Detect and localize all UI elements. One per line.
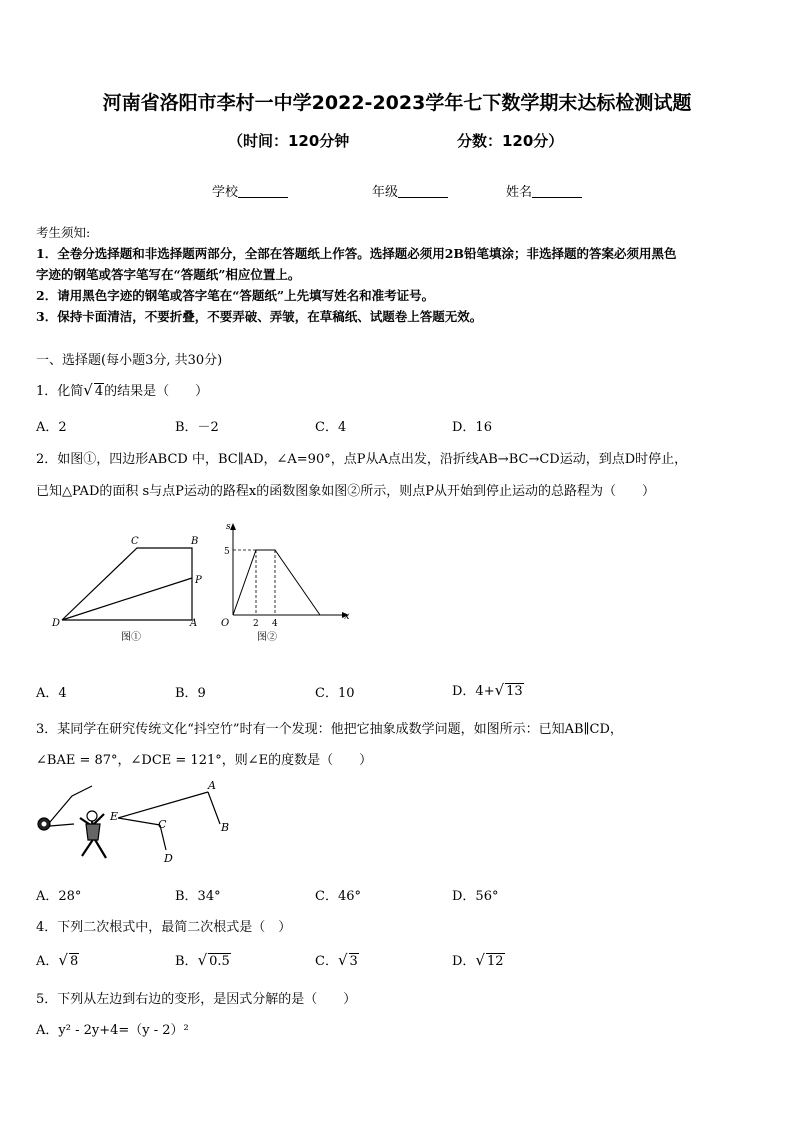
question-2-line-2: 已知△PAD的面积 s与点P运动的路程x的函数图象如图②所示，则点P从开始到停止运动的总路程为（ ） [36, 484, 655, 499]
exam-time: （时间：120分钟 [228, 132, 350, 150]
q1-option-b: B．－2 [175, 420, 219, 435]
q4-option-b-radicand: 0.5 [209, 954, 230, 969]
q4-option-d-label: D． [452, 954, 476, 969]
q1-option-c: C．4 [315, 420, 347, 435]
q1-option-d: D．16 [452, 420, 492, 435]
diabolo-player-figure [38, 786, 106, 858]
q1-option-a: A．2 [36, 420, 67, 435]
figure-2-graph [216, 520, 356, 645]
name-blank [532, 185, 582, 198]
school-field [212, 181, 288, 200]
question-1 [36, 380, 208, 399]
q4-option-c-radicand: 3 [349, 954, 358, 969]
exam-score: 分数：120分） [457, 132, 564, 150]
name-field [506, 181, 582, 200]
exam-title: 河南省洛阳市李村一中学2022-2023学年七下数学期末达标检测试题 [102, 92, 692, 114]
school-label: 学校 [212, 185, 239, 200]
q2-option-d-prefix: D．4+ [452, 684, 495, 699]
fig3-label-d: D [164, 852, 173, 865]
q4-option-c [315, 950, 359, 969]
sqrt-sign: √ [337, 951, 348, 969]
q4-option-b [175, 950, 231, 969]
q2-option-d [452, 680, 524, 699]
q3-option-c: C．46° [315, 889, 361, 904]
fig1-label-b: B [191, 536, 199, 547]
section-heading: 一、选择题(每小题3分, 共30分) [36, 353, 223, 368]
sqrt-sign: √ [475, 951, 485, 969]
q3-option-b: B．34° [175, 889, 221, 904]
question-3-line-1: 3．某同学在研究传统文化“抖空竹”时有一个发现：他把它抽象成数学问题，如图所示：已知AB∥CD， [36, 722, 623, 737]
fig1-label-p: P [195, 575, 202, 586]
fig2-label-2: 2 [253, 619, 259, 629]
fig2-caption: 图② [257, 632, 277, 643]
q4-option-d [452, 950, 505, 969]
fig1-label-c: C [131, 536, 139, 547]
sqrt-sign: √ [58, 951, 68, 969]
q4-option-a [36, 950, 79, 969]
fig2-label-o: O [221, 618, 230, 629]
q3-option-a: A．28° [36, 889, 82, 904]
q2-option-a: A．4 [36, 686, 67, 701]
q2-option-b: B．9 [175, 686, 206, 701]
notice-line-2: 2．请用黑色字迹的钢笔或答字笔在“答题纸”上先填写姓名和准考证号。 [36, 288, 435, 303]
school-blank [238, 185, 288, 198]
grade-blank [398, 185, 448, 198]
question-3-line-2: ∠BAE = 87°，∠DCE = 121°，则∠E的度数是（ ） [36, 753, 373, 768]
question-5: 5．下列从左边到右边的变形，是因式分解的是（ ） [36, 992, 357, 1007]
fig3-label-b: B [221, 821, 230, 834]
fig1-label-a: A [190, 618, 198, 629]
sqrt-sign: √ [197, 951, 208, 969]
sqrt-sign: √ [494, 681, 505, 699]
fig2-label-s: s [226, 522, 231, 532]
fig2-label-x: x [344, 611, 350, 622]
q3-option-d: D．56° [452, 889, 499, 904]
q4-option-c-label: C． [315, 954, 338, 969]
fig3-label-a: A [208, 779, 216, 792]
notice-line-1: 1．全卷分选择题和非选择题两部分，全部在答题纸上作答。选择题必须用2B铅笔填涂；非选择题的答案必须用黑色 [36, 246, 677, 261]
sqrt-sign: √ [83, 381, 93, 399]
fig2-label-5: 5 [224, 547, 230, 557]
q1-suffix: 的结果是（ ） [104, 384, 209, 399]
q1-prefix: 1．化简 [36, 384, 84, 399]
grade-field [372, 181, 448, 200]
notice-line-1b: 字迹的钢笔或答字笔写在“答题纸”相应位置上。 [36, 267, 301, 282]
fig3-label-c: C [158, 818, 167, 831]
grade-label: 年级 [372, 185, 399, 200]
notice-line-3: 3．保持卡面清洁，不要折叠，不要弄破、弄皱，在草稿纸、试题卷上答题无效。 [36, 309, 483, 324]
figure-3-diddle [34, 776, 244, 871]
fig1-caption: 图① [121, 632, 141, 643]
q2-option-d-radicand: 13 [506, 684, 523, 699]
fig1-label-d: D [52, 618, 61, 629]
q4-option-b-label: B． [175, 954, 198, 969]
question-2-line-1: 2．如图①，四边形ABCD 中，BC∥AD，∠A=90°，点P从A点出发，沿折线AB→BC→CD运动，到点D时停止， [36, 452, 688, 467]
fig2-label-4: 4 [272, 619, 278, 629]
name-label: 姓名 [506, 185, 533, 200]
q5-option-a: A．y² - 2y+4=（y - 2）² [36, 1023, 189, 1038]
question-4: 4．下列二次根式中，最简二次根式是（ ） [36, 920, 292, 935]
fig3-label-e: E [110, 810, 119, 823]
notice-heading: 考生须知: [36, 225, 91, 240]
figure-1-quadrilateral [40, 530, 220, 645]
q2-option-c: C．10 [315, 686, 355, 701]
q4-option-a-radicand: 8 [69, 954, 79, 969]
q4-option-d-radicand: 12 [487, 954, 504, 969]
q1-radicand: 4 [94, 384, 104, 399]
q4-option-a-label: A． [36, 954, 59, 969]
